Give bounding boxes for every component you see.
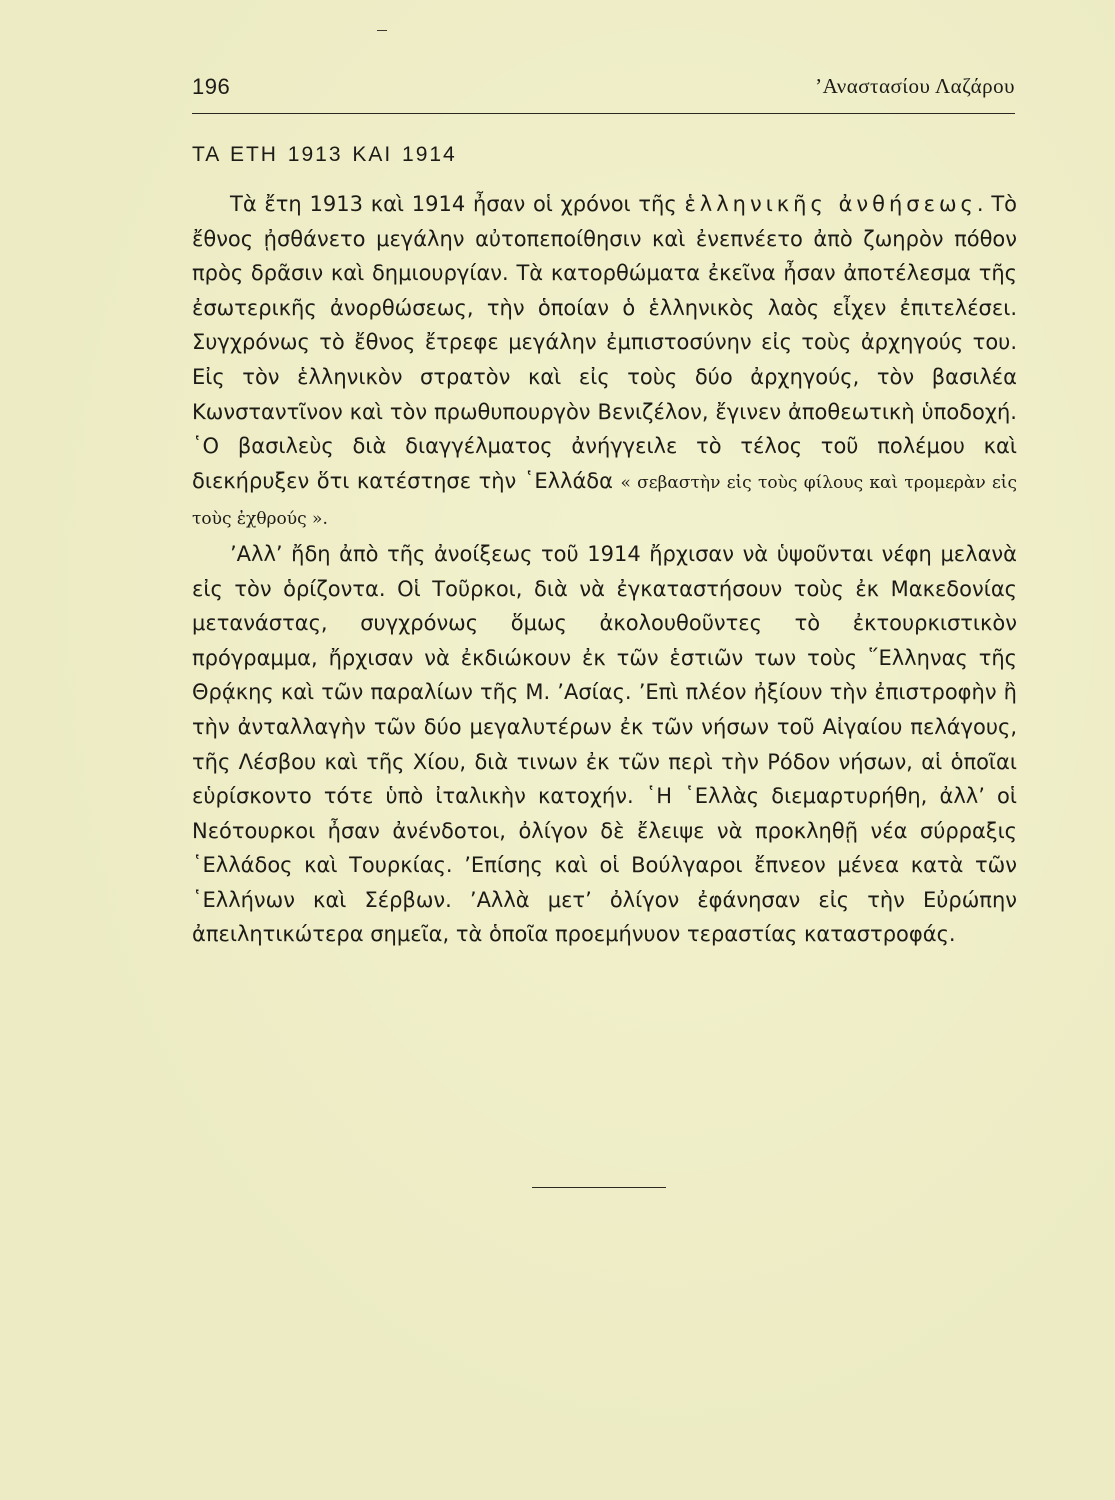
text-segment: ’Αλλ’ ἤδη ἀπὸ τῆς ἀνοίξεως τοῦ 1914 ἤρχισαν νὰ ὑψοῦνται νέφη μελανὰ εἰς τὸν ὁρίζοντα. Οἱ Τοῦρκοι, διὰ νὰ ἐγκαταστήσουν τοὺς ἐκ Μακεδονίας μετανάστας, συγχρόνως ὅμως ἀκολουθοῦντες τὸ ἐκτουρκιστικὸν πρόγραμμα, ἤρχισαν νὰ ἐκδιώκουν ἐκ τῶν ἑστιῶν των τοὺς ῞Ελληνας τῆς Θρᾴκης καὶ τῶν παραλίων τῆς Μ. ’Ασίας. ’Επὶ πλέον ἠξίουν τὴν ἐπιστροφὴν ἢ τὴν ἀνταλλαγὴν τῶν δύο μεγαλυτέρων ἐκ τῶν νήσων τοῦ Αἰγαίου πελάγους, τῆς Λέσβου καὶ τῆς Χίου, διὰ τινων ἐκ τῶν περὶ τὴν Ρόδον νήσων, αἱ ὁποῖαι εὑρίσκοντο τότε ὑπὸ ἰταλικὴν κατοχήν. ῾Η ῾Ελλὰς διεμαρτυρήθη, ἀλλ’ οἱ Νεότουρκοι ἦσαν ἀνένδοτοι, ὀλίγον δὲ ἔλειψε νὰ προκληθῇ νέα σύρραξις ῾Ελλάδος καὶ Τουρκίας. ’Επίσης καὶ οἱ Βούλγαροι ἔπνεον μένεα κατὰ τῶν ῾Ελλήνων καὶ Σέρβων. ’Αλλὰ μετ’ ὀλίγον ἐφάνησαν εἰς τὴν Εὐρώπην ἀπειλητικώτερα σημεῖα, τὰ ὁποῖα προεμήνυον τεραστίας καταστροφάς.: [192, 541, 1017, 947]
page-number: 196: [192, 74, 231, 99]
quotation: « σεβαστὴν εἰς τοὺς φίλους καὶ τρομερὰν εἰς τοὺς ἐχθρούς ».: [192, 472, 1017, 530]
text-segment: Τὰ ἔτη 1913 καὶ 1914 ἦσαν οἱ χρόνοι τῆς: [230, 192, 685, 216]
paragraph-1: [192, 187, 1017, 537]
section-end-rule: [532, 1187, 666, 1188]
header-rule: [192, 113, 1015, 114]
body-text: [192, 187, 1017, 952]
running-head-author: ’Αναστασίου Λαζάρου: [815, 74, 1015, 98]
emphasis-spaced: ἑλληνικῆς ἀνθήσεως: [684, 192, 977, 216]
text-segment: . Τὸ ἔθνος ᾐσθάνετο μεγάλην αὐτοπεποίθησιν καὶ ἐνεπνέετο ἀπὸ ζωηρὸν πόθον πρὸς δρᾶσιν καὶ δημιουργίαν. Τὰ κατορθώματα ἐκεῖνα ἦσαν ἀποτέλεσμα τῆς ἐσωτερικῆς ἀνορθώσεως, τὴν ὁποίαν ὁ ἑλληνικὸς λαὸς εἶχεν ἐπιτελέσει. Συγχρόνως τὸ ἔθνος ἔτρεφε μεγάλην ἐμπιστοσύνην εἰς τοὺς ἀρχηγούς του. Εἰς τὸν ἑλληνικὸν στρατὸν καὶ εἰς τοὺς δύο ἀρχηγούς, τὸν βασιλέα Κωνσταντῖνον καὶ τὸν πρωθυπουργὸν Βενιζέλον, ἔγινεν ἀποθεωτικὴ ὑποδοχή. ῾Ο βασιλεὺς διὰ διαγγέλματος ἀνήγγειλε τὸ τέλος τοῦ πολέμου καὶ διεκήρυξεν ὅτι κατέστησε τὴν ῾Ελλάδα: [192, 192, 1018, 493]
running-head: [192, 74, 1015, 104]
printer-mark: [377, 30, 387, 31]
section-title: ΤΑ ΕΤΗ 1913 ΚΑΙ 1914: [192, 143, 457, 166]
paragraph-2: [192, 537, 1017, 952]
